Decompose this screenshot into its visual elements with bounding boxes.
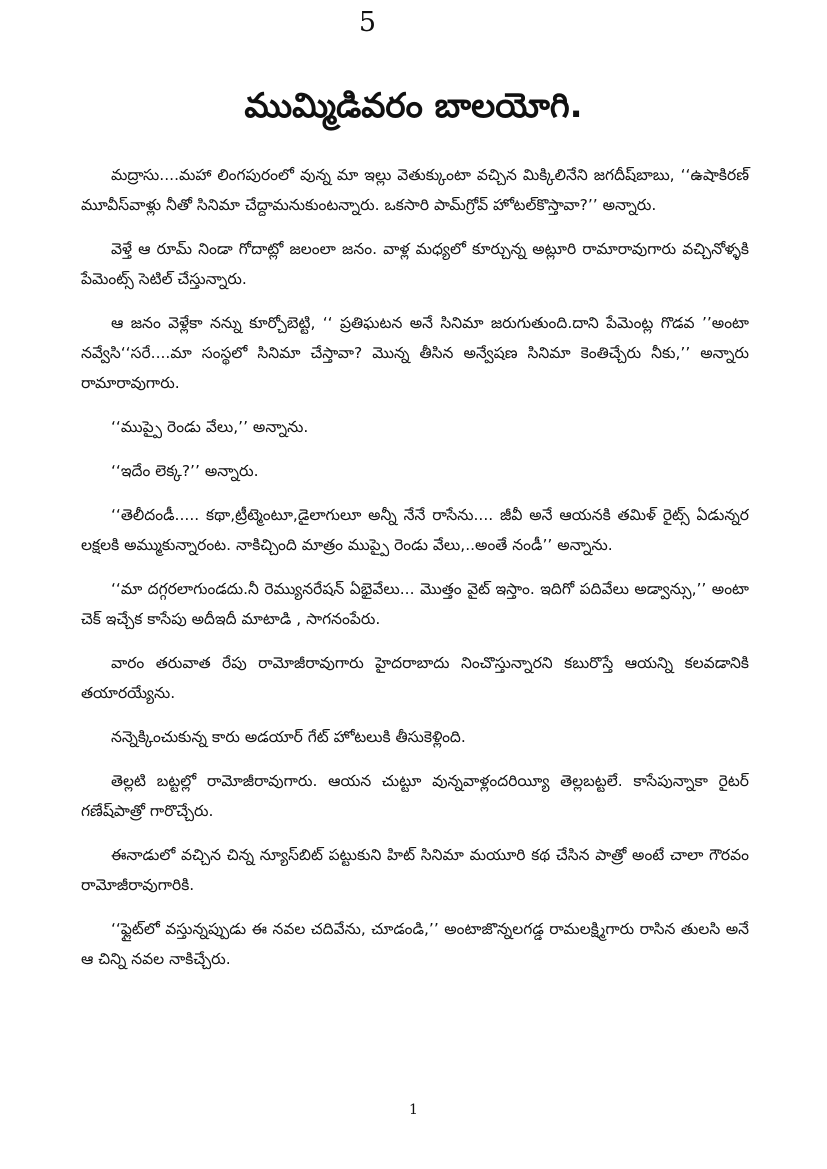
paragraph: ‘‘మా దగ్గరలాగుండదు.నీ రెమ్యునరేషన్ ఏభైవేలు... మొత్తం వైట్ ఇస్తాం. ఇదిగో పదివేలు అడ్వాన్సు,’’ అంటా చెక్ ఇచ్చేక కాసేపు అదీఇదీ మాటాడి , సాగనంపేరు. xyxy=(81,580,749,628)
paragraph: ‘‘ముప్పై రెండు వేలు,’’ అన్నాను. xyxy=(111,418,309,436)
chapter-body xyxy=(81,160,749,988)
paragraph: నన్నెక్కించుకున్న కారు అడయార్ గేట్ హోటలుకి తీసుకెళ్లింది. xyxy=(111,728,466,746)
paragraph: ‘‘ఫ్లైట్‌లో వస్తున్నప్పుడు ఈ నవల చదివేను, చూడండి,’’ అంటాజొన్నలగడ్డ రామలక్ష్మిగారు రాసిన తులసి అనే ఆ చిన్ని నవల నాకిచ్చేరు. xyxy=(81,920,749,968)
paragraph: ఆ జనం వెళ్లేకా నన్ను కూర్చోబెట్టి, ‘‘ ప్రతిఘటన అనే సినిమా జరుగుతుంది.దాని పేమెంట్ల గొడవ ’’అంటా నవ్వేసి‘‘సరే....మా సంస్థలో సినిమా చేస్తావా? మొన్న తీసిన అన్వేషణ సినిమా కెంతిచ్చేరు నీకు,’’ అన్నారు రామారావుగారు. xyxy=(81,314,749,392)
paragraph: ఈనాడులో వచ్చిన చిన్న న్యూస్‌బిట్ పట్టుకుని హిట్ సినిమా మయూరి కథ చేసిన పాత్రో అంటే చాలా గౌరవం రామోజీరావుగారికి. xyxy=(81,846,749,894)
paragraph: వారం తరువాత రేపు రామోజీరావుగారు హైదరాబాదు నించొస్తున్నారని కబురొస్తే ఆయన్ని కలవడానికి తయారయ్యేను. xyxy=(81,654,749,702)
chapter-number: 5 xyxy=(358,7,377,38)
page-number: 1 xyxy=(409,1102,418,1118)
paragraph: తెల్లటి బట్టల్లో రామోజీరావుగారు. ఆయన చుట్టూ వున్నవాళ్లందరియ్యీ తెల్లబట్టలే. కాసేపున్నాకా రైటర్ గణేష్‌పాత్రో గారొచ్చేరు. xyxy=(81,772,749,820)
paragraph: ‘‘ఇదేం లెక్క?’’ అన్నారు. xyxy=(111,462,259,480)
chapter-title: ముమ్మిడివరం బాలయోగి. xyxy=(244,86,583,126)
paragraph: వెళ్తే ఆ రూమ్ నిండా గోదాట్లో జలంలా జనం. వాళ్ల మధ్యలో కూర్చున్న అట్లూరి రామారావుగారు వచ్చినోళ్ళకి పేమెంట్స్ సెటిల్ చేస్తున్నారు. xyxy=(81,240,749,288)
paragraph: ‘‘తెలీదండీ..... కథా,ట్రీట్మెంటూ,డైలాగులూ అన్నీ నేనే రాసేను.... జీవీ అనే ఆయనకి తమిళ్ రైట్స్ ఏడున్నర లక్షలకి అమ్ముకున్నారంట. నాకిచ్చింది మాత్రం ముప్పై రెండు వేలు,..అంతే నండీ’’ అన్నాను. xyxy=(81,506,749,554)
paragraph: మద్రాసు....మహా లింగపురంలో వున్న మా ఇల్లు వెతుక్కుంటా వచ్చిన మిక్కిలినేని జగదీష్‌బాబు, ‘‘ఉషాకిరణ్ మూవీస్‌వాళ్లు నీతో సినిమా చేద్దామనుకుంటన్నారు. ఒకసారి పామ్‌గ్రోవ్ హోటల్‌కొస్తావా?’’ అన్నారు. xyxy=(81,166,749,214)
